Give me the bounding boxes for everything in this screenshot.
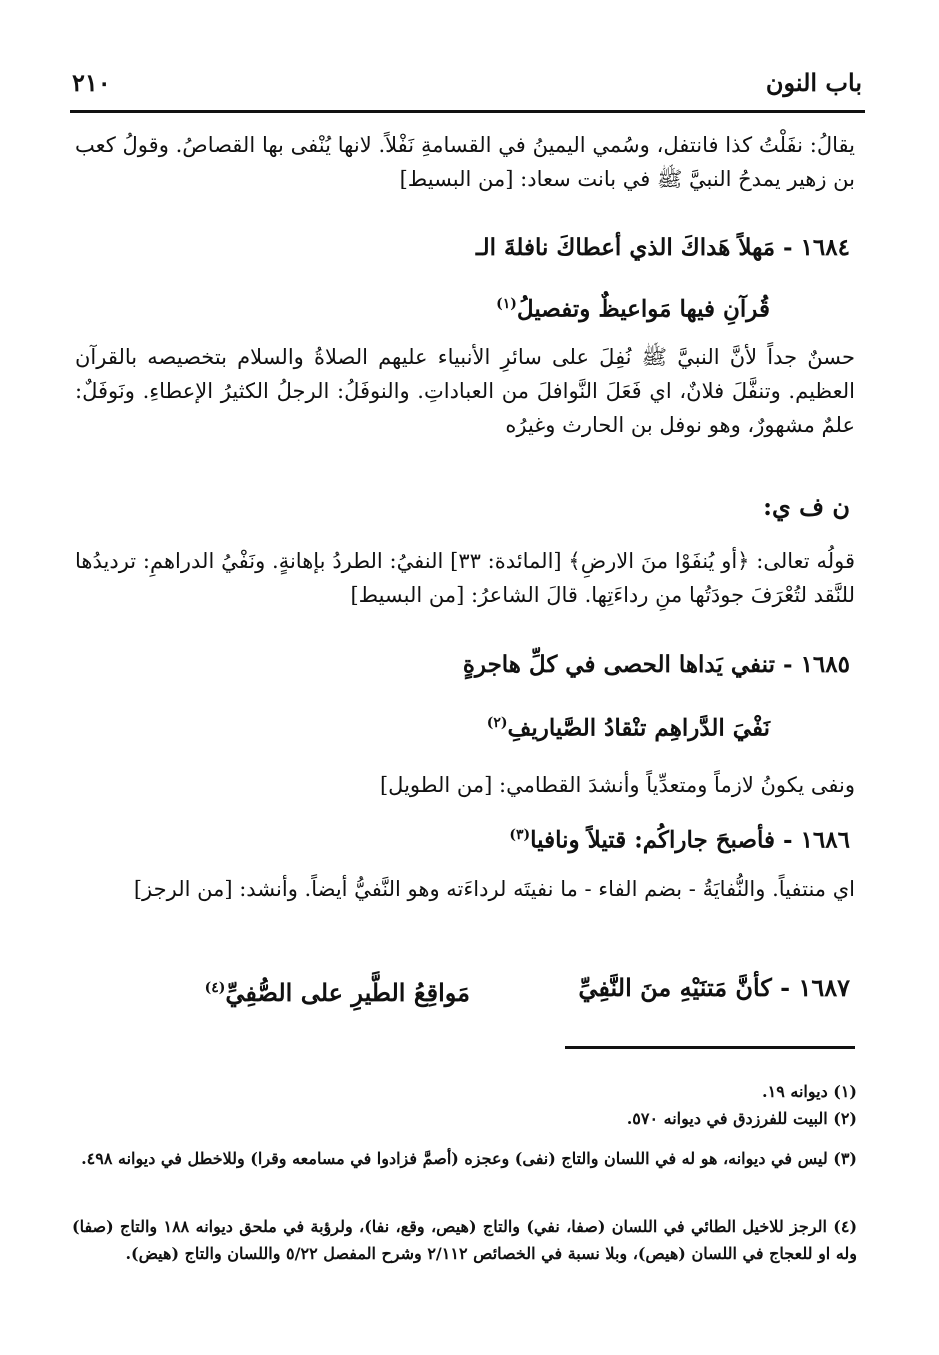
footnote-ref: (٤) [204,980,226,996]
verse-second-half: مَواقِعُ الطَّيرِ على الصُّفِيِّ$^{(٤)}$ [204,978,470,1007]
footnote-ref: (٢) [486,715,508,731]
verse-second-half: نَفْيَ الدَّراهِم تنْقادُ الصَّياريفِ$^{(٢)}$ [486,714,770,742]
paragraph-4: ونفى يكونُ لازماً ومتعدِّياً وأنشدَ القطامي: [من الطويل] [379,773,855,797]
verse-first-half: ١٦٨٤ - مَهلاً هَداكَ الذي أعطاكَ نافلةَ الـ [475,234,850,261]
chapter-title: باب النون [765,67,862,97]
header-rule [70,110,865,113]
page-number: ٢١٠ [72,67,111,97]
verse-first-half: ١٦٨٦ - فأصبحَ جاراكُم: قتيلاً ونافيا$^{(٣)}$ [509,826,850,854]
paragraph-2: حسنٌ جداً لأنَّ النبيَّ ﷺ نُفِلَ على سائرِ الأنبياء عليهم الصلاةُ والسلام بتخصيصه بالقرآن العظيم. وتنفَّلَ فلانٌ، اي فَعَلَ النَّوافلَ من العباداتِ. والنوفَلُ: الرجلُ الكثيرُ الإعطاءِ. ونَوفَلٌ: علمٌ مشهورٌ، وهو نوفل بن الحارث وغيرُه [75,345,855,437]
verse-second-half: قُرآنِ فيها مَواعيظٌ وتفصيلُ$^{(١)}$ [496,295,770,323]
footnote-ref: (١) [496,296,517,312]
paragraph-5: اي منتفياً. والنُّفايَةُ - بضم الفاء - ما نفيتَه لرداءَته وهو النَّفيُّ أيضاً. وأنشد: [من الرجز] [133,877,855,901]
verse-1685 [100,645,850,745]
verse-1687 [100,968,850,1008]
footnote-4: (٤) الرجز للاخيل الطائي في اللسان (صفا، نفي) والتاج (هيص، وقع، نفا)، ولرؤبة في ملحق ديوانه ١٨٨ والتاج (صفا) وله او للعجاج في اللسان (هيص)، وبلا نسبة في الخصائص ٢/١١٢ وشرح المفصل ٥/٢٢ واللسان والتاج (هيض). [72,1217,858,1263]
verse-1684 [100,228,850,323]
footnote-2: (٢) البيت للفرزدق في ديوانه ٥٧٠. [626,1109,857,1128]
footnote-1: (١) ديوانه ١٩. [762,1082,857,1101]
paragraph-1: يقالُ: نفَلْتُ كذا فانتفل، وسُمي اليمينُ في القسامةِ نَفْلاً. لانها يُنْفى بها القصاصُ. وقولُ كعب بن زهير يمدحُ النبيَّ ﷺ في بانت سعاد: [من البسيط] [75,133,855,191]
footnote-separator [565,1046,855,1049]
verse-first-half: ١٦٨٥ - تنفي يَداها الحصى في كلِّ هاجرةٍ [462,651,850,678]
verse-1686 [100,815,850,855]
page-header [72,62,862,102]
section-heading: ن ف ي: [763,492,850,521]
verse-first-half: ١٦٨٧ - كأنَّ مَتنَيْهِ منَ النَّفِيِّ [578,973,850,1002]
paragraph-3: قولُه تعالى: ﴿أو يُنفَوْا منَ الارضِ﴾ [المائدة: ٣٣] النفيُ: الطردُ بإهانةٍ. ونَفْيُ الدراهمِ: ترديدُها للنَّقد لتُعْرَفَ جودَتُها منِ رداءَتِها. قالَ الشاعرُ: [من البسيط] [75,549,855,607]
footnote-3: (٣) ليس في ديوانه، هو له في اللسان والتاج (نفى) وعجزه (أصمَّ فزادوا في مسامعه وقرا) وللاخطل في ديوانه ٤٩٨. [81,1149,857,1168]
footnote-ref: (٣) [509,827,531,843]
